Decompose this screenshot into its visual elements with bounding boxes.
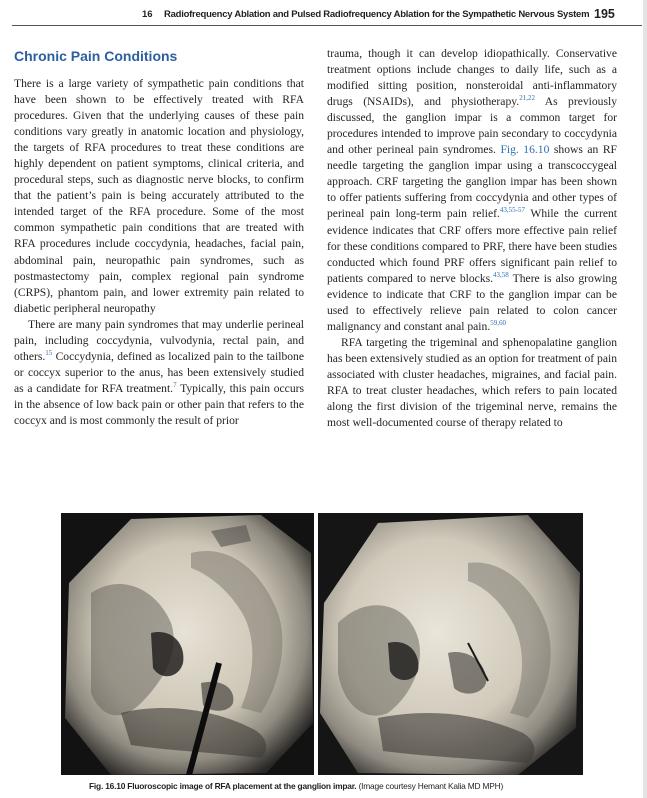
caption-credit: (Image courtesy Hemant Kalia MD MPH): [356, 781, 504, 791]
citation-ref[interactable]: 43,58: [493, 270, 509, 279]
citation-ref[interactable]: 59,60: [490, 318, 506, 327]
header-rule: [12, 25, 642, 26]
fluoroscopy-image-right: [318, 513, 583, 775]
chapter-title: Radiofrequency Ablation and Pulsed Radiofrequency Ablation for the Sympathetic Nervous System: [164, 9, 590, 20]
figure-16-10: [61, 513, 583, 775]
citation-ref[interactable]: 21,22: [519, 94, 535, 103]
citation-ref[interactable]: 15: [45, 348, 53, 357]
text-run: trauma, though it can develop idiopathically. Conservative treatment options include changes to daily life, such as a modified sitting position, nonsteroidal anti-inflammatory drugs (NSAIDs), and physiotherapy.: [327, 47, 617, 109]
paragraph-trigeminal: RFA targeting the trigeminal and sphenopalatine ganglion has been extensively studied as an option for treatment of pain associated with cluster headaches, migraines, and facial pain. RFA to treat cluster headaches, which refers to pain located along the first division of the trigeminal nerve, remains the most well-documented course of therapy related to: [327, 335, 617, 430]
paragraph-ganglion-impar: [327, 46, 617, 335]
citation-ref[interactable]: 43,55-57: [499, 206, 525, 215]
text-run: shows an RF needle targeting the ganglion impar using a transcoccygeal approach. CRF targeting the ganglion impar has been shown to offer patients suffering from coccydynia and other types of perineal pain long-term pain relief.: [327, 143, 617, 221]
text-run: Coccydynia, defined as localized pain to the tailbone or coccyx superior to the anus, has been extensively studied as a candidate for RFA treatment.: [14, 349, 304, 395]
text-run: As previously discussed, the ganglion impar is a common target for procedures intended to improve pain secondary to coccydynia and other perineal pain syndromes.: [327, 95, 617, 157]
running-head: [0, 7, 647, 23]
page-number: 195: [594, 7, 615, 21]
left-column: [14, 46, 304, 429]
right-column: [327, 46, 617, 431]
figure-link[interactable]: Fig. 16.10: [500, 143, 550, 157]
text-run: While the current evidence indicates that CRF offers more effective pain relief for these conditions compared to PRF, there have been studies conducted which found PRF offers significant pain relief to patients compared to nerve blocks.: [327, 207, 617, 285]
paragraph-chronic-pain-intro: There is a large variety of sympathetic pain conditions that have been shown to be effectively treated with RFA procedures. Given that the underlying causes of these pain conditions vary greatly in anatomic location and physiology, the targets of RFA procedures to treat these conditions are highly dependent on patient symptoms, clinical criteria, and procedural steps, such as diagnostic nerve blocks, to confirm that the patient’s pain is being accurately attributed to the intended target of the RFA procedure. Some of the most common sympathetic pain conditions that are treated with RFA procedures include coccydynia, headaches, facial pain, abdominal pain, neuropathic pain syndromes, such as postmastectomy pain, complex regional pain syndrome (CRPS), phantom pain, and lower extremity pain related to diabetic peripheral neuropathy: [14, 77, 304, 315]
text-run: Typically, this pain occurs in the absence of low back pain or other pain that refers to the coccyx and is most commonly the result of prior: [14, 381, 304, 427]
text-run: There are many pain syndromes that may underlie perineal pain, including coccydynia, vulvodynia, rectal pain, and others.: [14, 317, 304, 363]
citation-ref[interactable]: 7: [173, 381, 177, 390]
fluoroscopy-left-graphic: [61, 513, 314, 775]
page-edge: [643, 0, 647, 798]
figure-caption: [89, 781, 609, 791]
chapter-number: 16: [142, 9, 153, 20]
caption-text: Fluoroscopic image of RFA placement at the ganglion impar.: [125, 781, 357, 791]
text-run: There is also growing evidence to indicate that CRF to the ganglion impar can be used to effectively relieve pain related to colon cancer malignancy and constant anal pain.: [327, 271, 618, 333]
fluoroscopy-right-graphic: [318, 513, 583, 775]
fluoroscopy-image-left: [61, 513, 314, 775]
caption-label: Fig. 16.10: [89, 781, 126, 791]
section-heading: Chronic Pain Conditions: [14, 48, 178, 64]
paragraph-perineal-pain: [14, 317, 304, 429]
